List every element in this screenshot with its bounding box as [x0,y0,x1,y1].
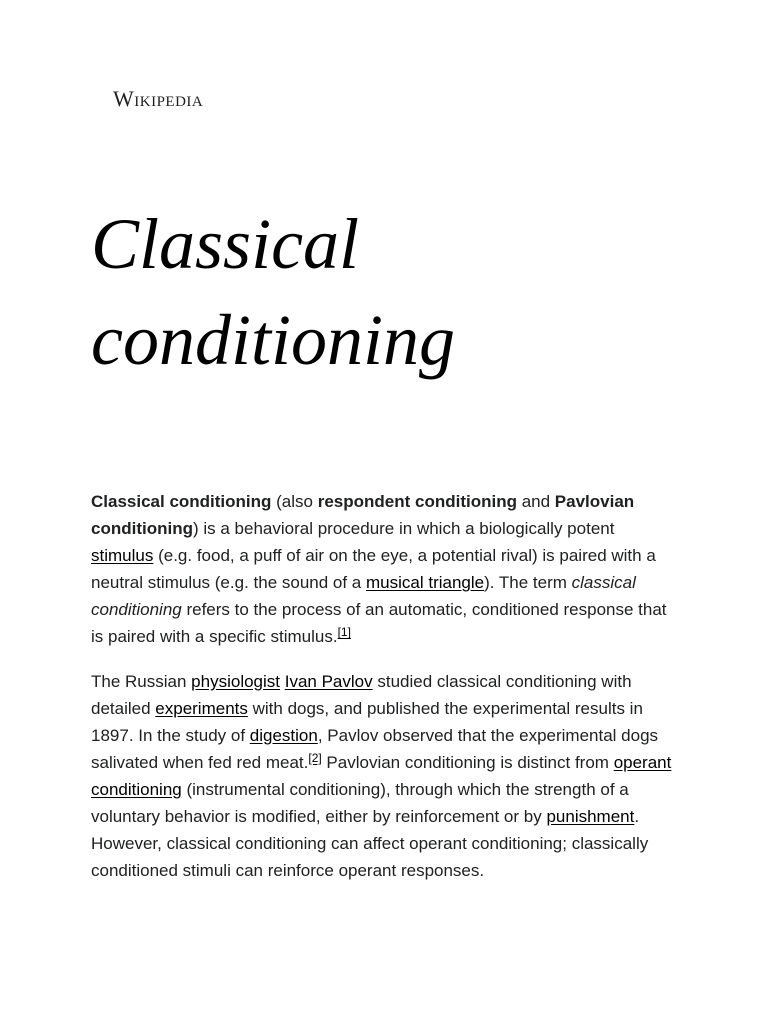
paragraph-text: ) is a behavioral procedure in which a biologically potent [192,519,615,539]
paragraph-text: The Russian [91,671,192,691]
intro-paragraph [91,488,681,651]
article-body [91,488,681,901]
italic-term: classical conditioning [91,573,636,620]
bold-term: respondent conditioning [317,492,517,511]
paragraph-text: (e.g. food, a puff of air on the eye, a potential rival) is paired with a neutral stimulus (e.g. the sound of a [91,546,656,593]
reference-link-2[interactable]: [2] [308,750,322,765]
link-physiologist[interactable]: physiologist [191,671,280,691]
paragraph-text: (instrumental conditioning), through which the strength of a voluntary behavior is modified, either by reinforcement or by [91,779,629,827]
wikipedia-logo[interactable]: Wikipedia [113,86,204,111]
link-digestion[interactable]: digestion [249,725,318,745]
paragraph-text: , Pavlov observed that the experimental dogs salivated when fed red meat. [91,725,659,772]
paragraph-text: Pavlovian conditioning is distinct from [321,752,614,772]
paragraph-text: studied classical conditioning with detailed [91,671,632,718]
link-experiments[interactable]: experiments [155,698,248,718]
link-operant-conditioning[interactable]: operant conditioning [91,752,672,799]
paragraph-text: refers to the process of an automatic, conditioned response that is paired with a specific stimulus. [91,600,667,647]
bold-term: Pavlovian conditioning [91,492,635,539]
paragraph-text: ). The term [484,573,572,593]
paragraph-text: and [516,492,555,511]
link-ivan-pavlov[interactable]: Ivan Pavlov [284,671,373,691]
link-punishment[interactable]: punishment [546,807,635,827]
paragraph-text: (also [271,492,318,511]
link-stimulus[interactable]: stimulus [91,546,154,566]
page-title: Classical conditioning [91,204,455,380]
paragraph-text: . However, classical conditioning can affect operant conditioning; classically conditioned stimuli can reinforce operant responses. [91,807,649,881]
reference-link-1[interactable]: [1] [337,625,351,640]
history-paragraph [91,668,681,885]
link-musical-triangle[interactable]: musical triangle [366,573,485,593]
paragraph-text: with dogs, and published the experimental results in 1897. In the study of [91,698,643,745]
bold-term: Classical conditioning [91,492,272,511]
